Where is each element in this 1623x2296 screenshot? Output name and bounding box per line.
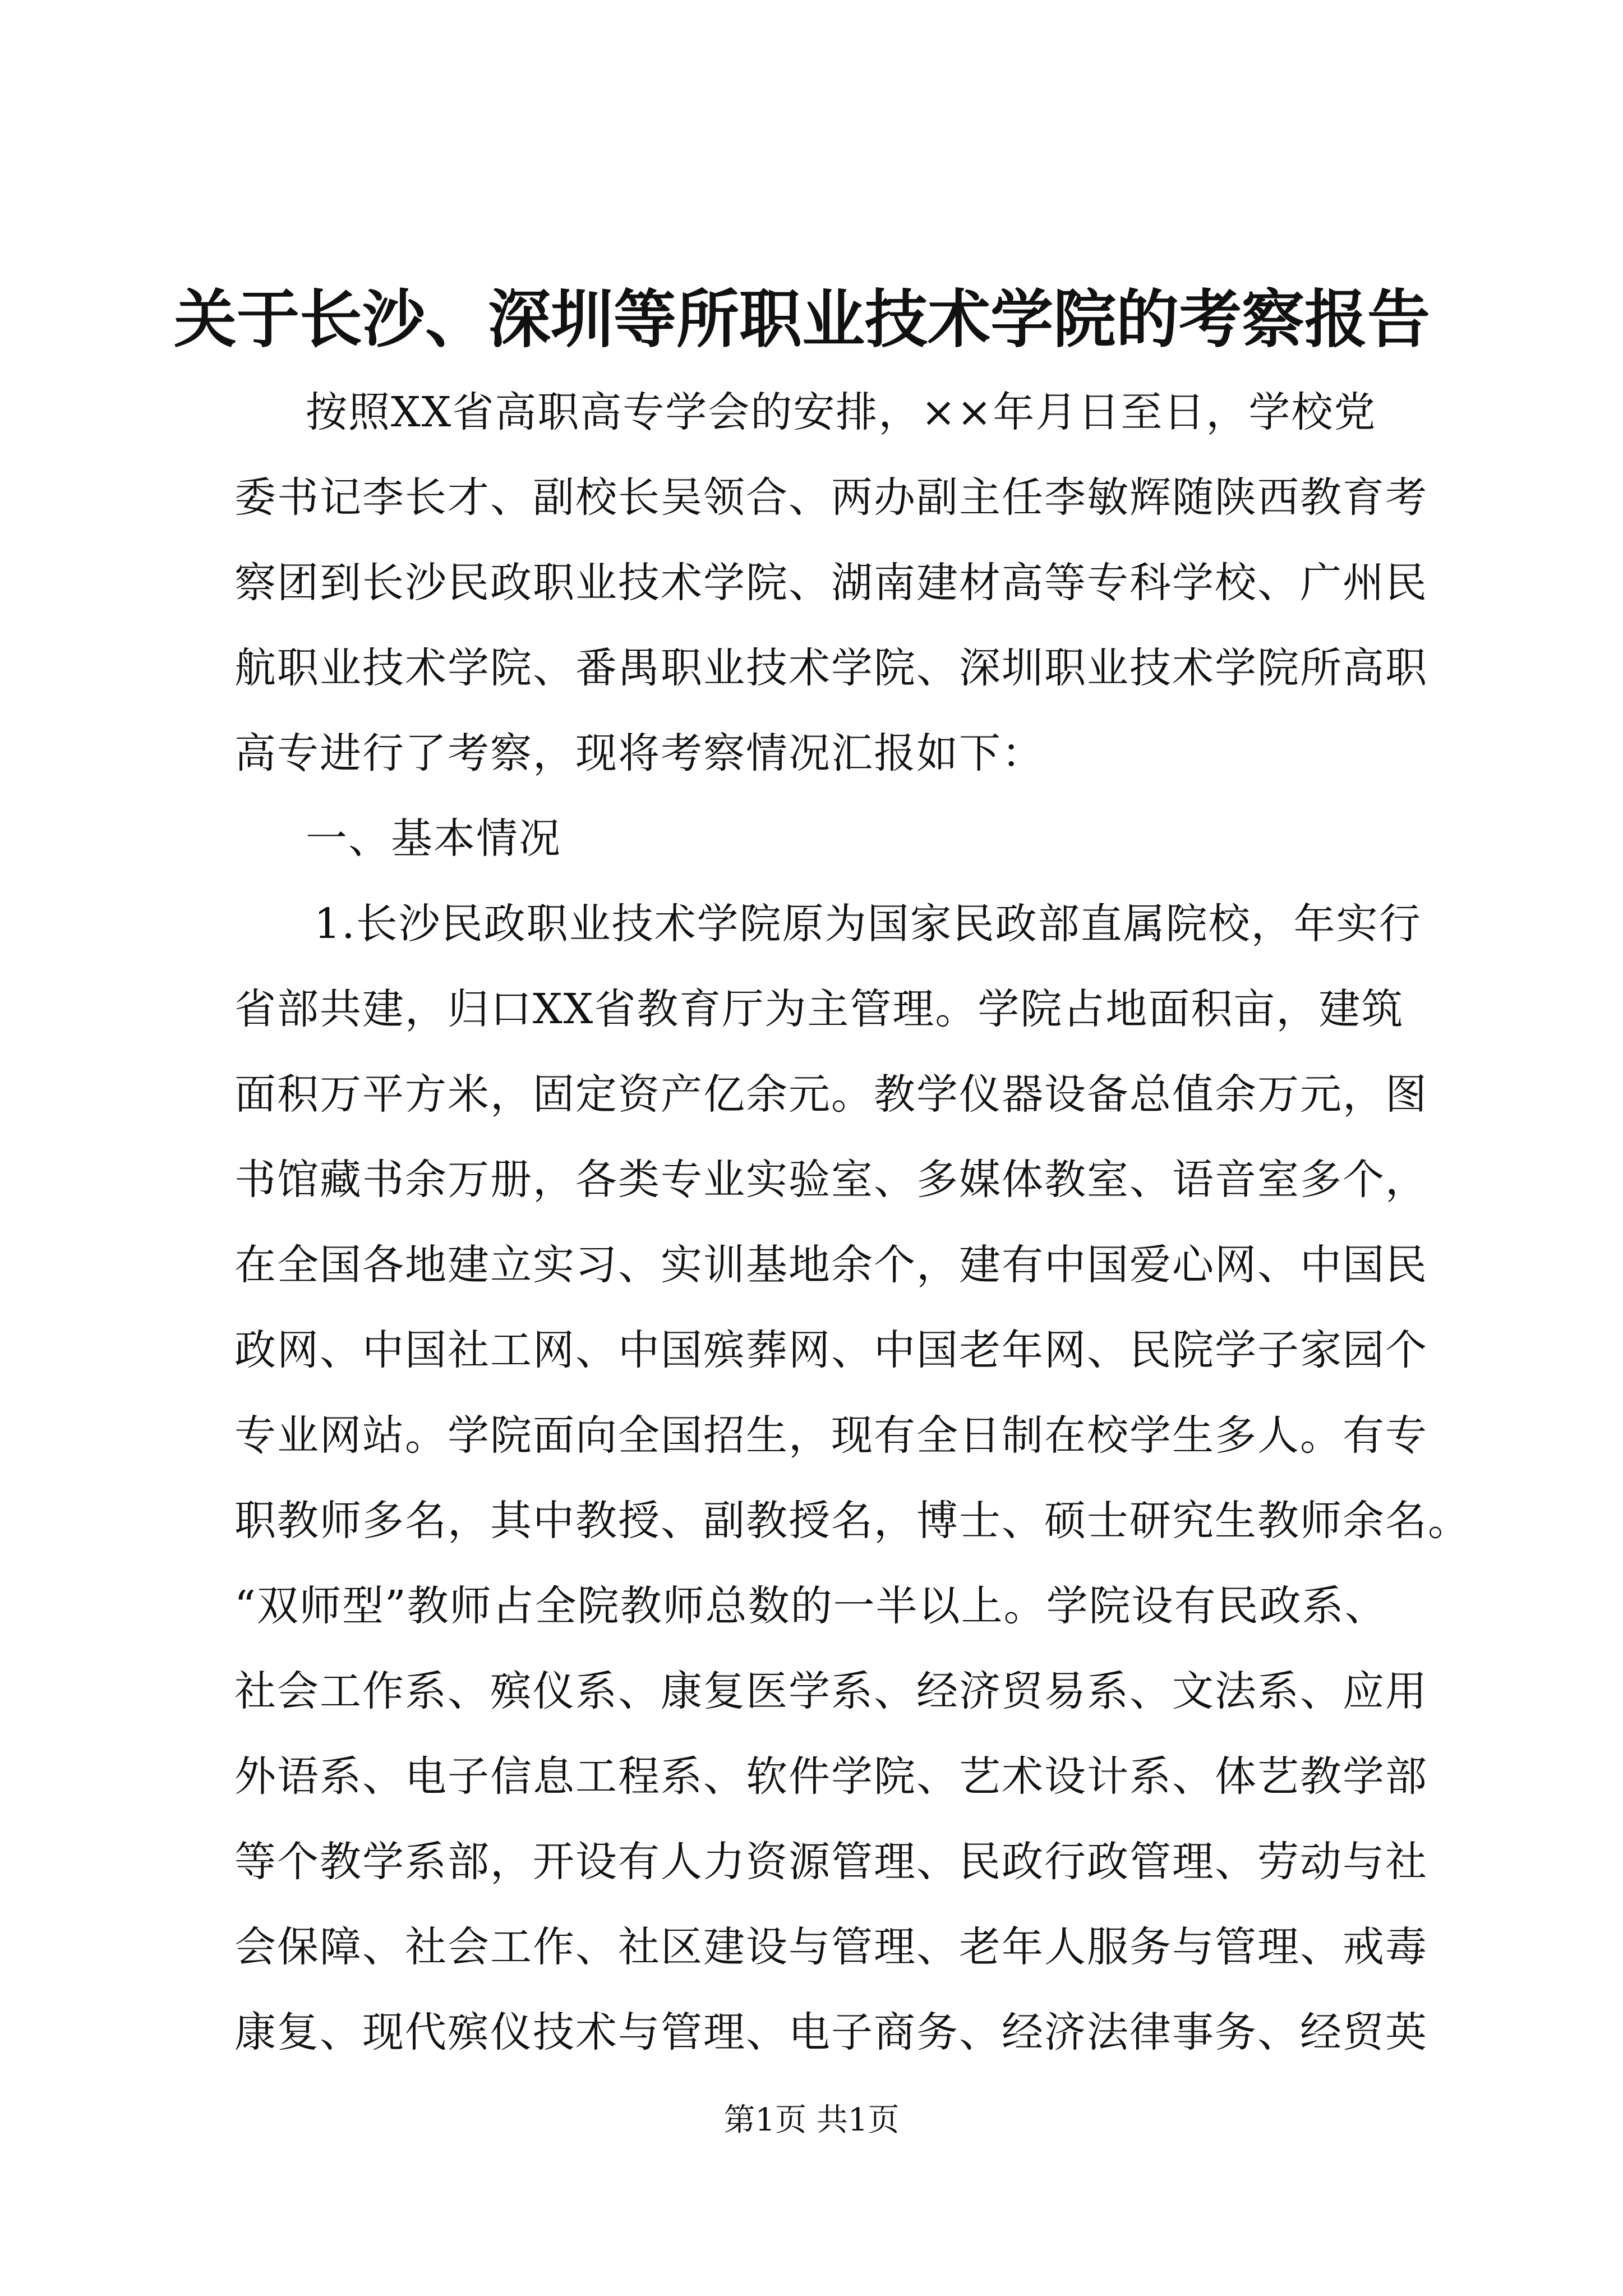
paragraph-line: 康复、现代殡仪技术与管理、电子商务、经济法律事务、经贸英 [234,2008,1428,2056]
paragraph-line: 职教师多名，其中教授、副教授名，博士、硕士研究生教师余名。 [234,1497,1470,1545]
paragraph-line: 委书记李长才、副校长吴领合、两办副主任李敏辉随陕西教育考 [234,473,1428,522]
paragraph-line: 外语系、电子信息工程系、软件学院、艺术设计系、体艺教学部 [234,1752,1428,1801]
paragraph-line: 政网、中国社工网、中国殡葬网、中国老年网、民院学子家园个 [234,1326,1428,1374]
paragraph-line: 等个教学系部，开设有人力资源管理、民政行政管理、劳动与社 [234,1838,1428,1886]
paragraph-line: 1.长沙民政职业技术学院原为国家民政部直属院校，年实行 [314,900,1422,948]
page-footer: 第1页 共1页 [723,2102,900,2138]
section-heading: 一、基本情况 [306,815,561,863]
paragraph-line: 专业网站。学院面向全国招生，现有全日制在校学生多人。有专 [234,1411,1428,1460]
paragraph-line: 会保障、社会工作、社区建设与管理、老年人服务与管理、戒毒 [234,1923,1428,1971]
paragraph-line: 在全国各地建立实习、实训基地余个，建有中国爱心网、中国民 [234,1241,1428,1289]
paragraph-line: 察团到长沙民政职业技术学院、湖南建材高等专科学校、广州民 [234,559,1428,607]
paragraph-line: 面积万平方米，固定资产亿余元。教学仪器设备总值余万元，图 [234,1070,1428,1119]
paragraph-line: 社会工作系、殡仪系、康复医学系、经济贸易系、文法系、应用 [234,1667,1428,1715]
paragraph-line: 省部共建，归口XX省教育厅为主管理。学院占地面积亩，建筑 [234,985,1404,1033]
document-title: 关于长沙、深圳等所职业技术学院的考察报告 [174,283,1430,356]
paragraph-line: 航职业技术学院、番禺职业技术学院、深圳职业技术学院所高职 [234,644,1428,692]
paragraph-line: “双师型”教师占全院教师总数的一半以上。学院设有民政系、 [234,1582,1387,1630]
paragraph-line: 按照XX省高职高专学会的安排，××年月日至日，学校党 [306,388,1377,436]
paragraph-line: 书馆藏书余万册，各类专业实验室、多媒体教室、语音室多个， [234,1156,1428,1204]
paragraph-line: 高专进行了考察，现将考察情况汇报如下： [234,729,1044,777]
